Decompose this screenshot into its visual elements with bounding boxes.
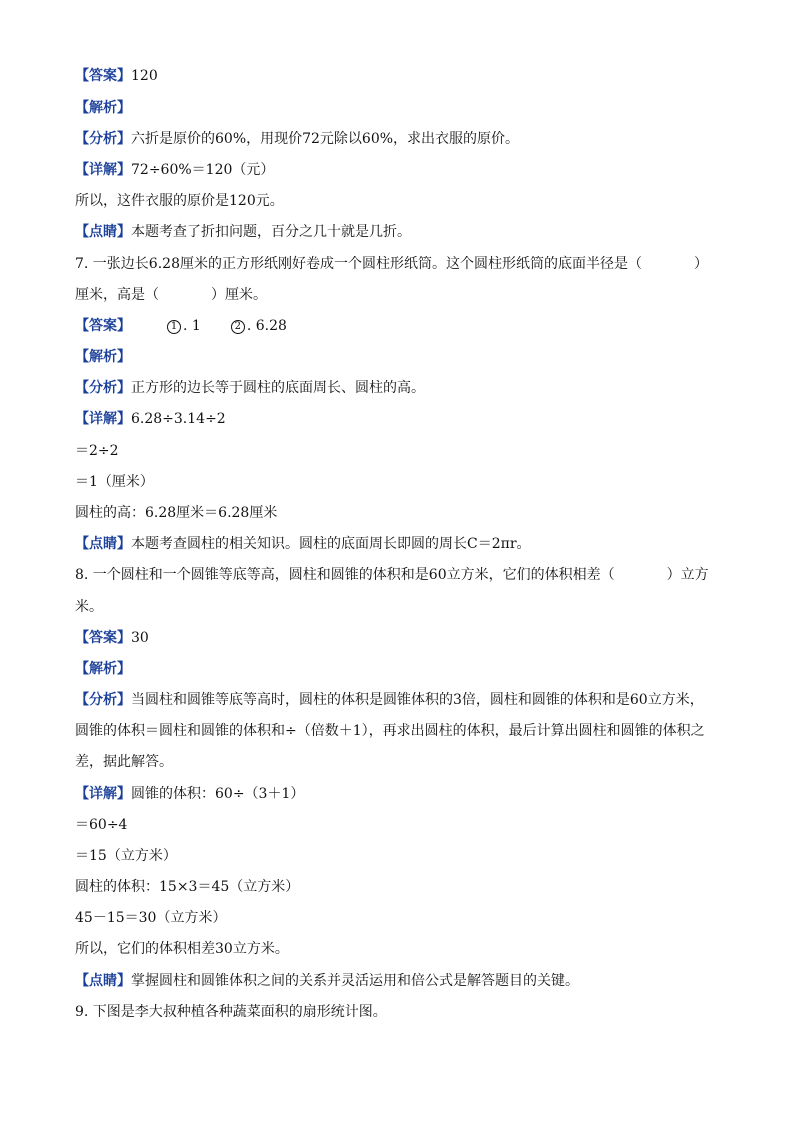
q8-step1: ＝60÷4 — [75, 817, 128, 833]
q8-fenxi-line2: 圆锥的体积＝圆柱和圆锥的体积和÷（倍数＋1），再求出圆柱的体积，最后计算出圆柱和圆锥的体积之 — [75, 723, 705, 739]
q8-stem-end: ）立方 — [666, 567, 709, 583]
answer-2: . 6.28 — [246, 318, 287, 334]
analysis-tag: 【解析】 — [75, 100, 131, 116]
q7-xiangjie — [75, 410, 226, 428]
q8-stem-line2: 米。 — [75, 599, 103, 615]
q6-xiangjie — [75, 161, 274, 179]
q6-dianjing — [75, 223, 411, 241]
q7-stem-line1 — [75, 255, 708, 273]
q7-stem-text2: 厘米，高是（ — [75, 287, 159, 303]
q8-fenxi — [75, 691, 704, 709]
q8-stem-text: 8. 一个圆柱和一个圆锥等底等高，圆柱和圆锥的体积和是60立方米，它们的体积相差（ — [75, 567, 615, 583]
q7-answer — [75, 317, 287, 335]
q8-answer — [75, 629, 149, 647]
q8-analysis — [75, 660, 131, 678]
q6-analysis — [75, 99, 131, 117]
dianjing-tag: 【点睛】 — [75, 973, 131, 989]
xiangjie-tag: 【详解】 — [75, 162, 131, 178]
q8-xiangjie — [75, 785, 304, 803]
analysis-tag: 【解析】 — [75, 349, 131, 365]
circled-number-1: 1 — [167, 320, 181, 334]
answer-text: 30 — [131, 630, 149, 646]
dianjing-text: 本题考查圆柱的相关知识。圆柱的底面周长即圆的周长C＝2πr。 — [131, 536, 531, 552]
q6-conclusion: 所以，这件衣服的原价是120元。 — [75, 193, 284, 209]
q7-stem-line2 — [75, 286, 267, 304]
xiangjie-text: 6.28÷3.14÷2 — [131, 411, 226, 427]
circled-number-2: 2 — [231, 320, 245, 334]
fenxi-text: 六折是原价的60%，用现价72元除以60%，求出衣服的原价。 — [131, 131, 520, 147]
answer-1: . 1 — [183, 318, 201, 334]
q7-stem-text: 7. 一张边长6.28厘米的正方形纸刚好卷成一个圆柱形纸筒。这个圆柱形纸筒的底面半径是（ — [75, 256, 642, 272]
q8-stem-line1 — [75, 566, 709, 584]
q7-dianjing — [75, 535, 531, 553]
xiangjie-text: 圆锥的体积：60÷（3＋1） — [131, 786, 305, 802]
q6-answer — [75, 67, 158, 85]
answer-text: 120 — [131, 68, 158, 84]
q6-fenxi — [75, 130, 519, 148]
q8-cylinder: 圆柱的体积：15×3＝45（立方米） — [75, 879, 300, 895]
answer-tag: 【答案】 — [75, 68, 131, 84]
q8-conclusion: 所以，它们的体积相差30立方米。 — [75, 941, 289, 957]
xiangjie-tag: 【详解】 — [75, 786, 131, 802]
q7-stem-end: ） — [693, 256, 708, 272]
dianjing-text: 本题考查了折扣问题，百分之几十就是几折。 — [131, 224, 411, 240]
fenxi-tag: 【分析】 — [75, 692, 131, 708]
answer-tag: 【答案】 — [75, 318, 131, 334]
fenxi-tag: 【分析】 — [75, 380, 131, 396]
dianjing-text: 掌握圆柱和圆锥体积之间的关系并灵活运用和倍公式是解答题目的关键。 — [131, 973, 579, 989]
xiangjie-text: 72÷60%＝120（元） — [131, 162, 275, 178]
answer-tag: 【答案】 — [75, 630, 131, 646]
fenxi-text: 当圆柱和圆锥等底等高时，圆柱的体积是圆锥体积的3倍，圆柱和圆锥的体积和是60立方米， — [131, 692, 704, 708]
q7-fenxi — [75, 379, 425, 397]
analysis-tag: 【解析】 — [75, 661, 131, 677]
q9-stem: 9. 下图是李大叔种植各种蔬菜面积的扇形统计图。 — [75, 1004, 387, 1020]
q7-stem-text3: ）厘米。 — [211, 287, 267, 303]
q8-diff: 45－15＝30（立方米） — [75, 910, 227, 926]
dianjing-tag: 【点睛】 — [75, 536, 131, 552]
q7-height: 圆柱的高：6.28厘米＝6.28厘米 — [75, 505, 278, 521]
fenxi-text: 正方形的边长等于圆柱的底面周长、圆柱的高。 — [131, 380, 425, 396]
dianjing-tag: 【点睛】 — [75, 224, 131, 240]
q7-analysis — [75, 348, 131, 366]
q8-fenxi-line3: 差，据此解答。 — [75, 754, 173, 770]
q8-step2: ＝15（立方米） — [75, 848, 177, 864]
fenxi-tag: 【分析】 — [75, 131, 131, 147]
q7-step1: ＝2÷2 — [75, 443, 119, 459]
xiangjie-tag: 【详解】 — [75, 411, 131, 427]
q8-dianjing — [75, 972, 579, 990]
q7-step2: ＝1（厘米） — [75, 474, 154, 490]
